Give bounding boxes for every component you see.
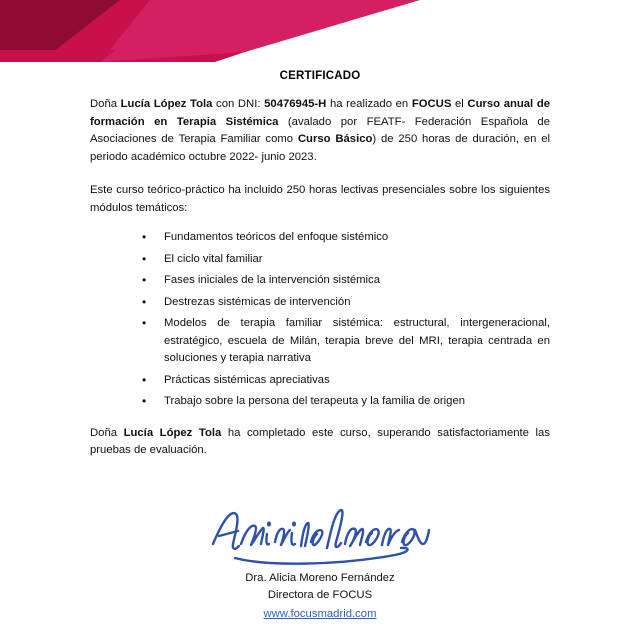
signer-role: Directora de FOCUS xyxy=(267,588,373,601)
signature-block xyxy=(0,498,640,623)
text-run-2: con DNI: xyxy=(212,98,265,110)
paragraph-course-hours: Este curso teórico-práctico ha incluido 250 horas lectivas presenciales sobre los siguientes módulos temáticos: xyxy=(90,184,550,214)
text-run-4: ha realizado en xyxy=(326,98,412,110)
list-item xyxy=(142,294,550,312)
list-item xyxy=(142,229,550,247)
text-run-3: 50476945-H xyxy=(264,98,327,110)
text-run-5: FOCUS xyxy=(411,98,452,110)
paragraph-completion-runs xyxy=(90,427,550,457)
text-run-10: ) de 250 horas de duración, en el periodo académico octubre 2022- junio 2023. xyxy=(90,133,550,163)
bullet-icon: • xyxy=(142,251,147,266)
text-run-0: Doña xyxy=(90,98,121,110)
bullet-icon: • xyxy=(142,294,147,309)
text-run-2: ha completado este curso, superando satisfactoriamente las pruebas de evaluación. xyxy=(90,426,550,456)
list-item xyxy=(142,272,550,290)
ribbon-shape-base xyxy=(0,50,115,62)
bullet-icon: • xyxy=(142,273,147,287)
paragraph-certification xyxy=(90,96,550,166)
list-item-label: Prácticas sistémicas apreciativas xyxy=(164,373,330,386)
bullet-icon: • xyxy=(142,394,147,408)
modules-list xyxy=(90,229,550,411)
header-ribbon-graphic xyxy=(0,0,640,62)
signer-name: Dra. Alicia Moreno Fernández xyxy=(245,572,395,584)
text-run-9: Curso Básico xyxy=(297,133,373,145)
list-item xyxy=(142,393,550,411)
text-run-6: el xyxy=(451,98,468,110)
list-item-label: Fases iniciales de la intervención sistémica xyxy=(164,274,380,286)
list-item-label: Modelos de terapia familiar sistémica: estructural, intergeneracional, estratégico, escuela de Milán, terapia breve del MRI, terapia centrada en soluciones y terapia narrativa xyxy=(164,317,550,364)
bullet-icon: • xyxy=(142,230,147,244)
list-item-label: Trabajo sobre la persona del terapeuta y la familia de origen xyxy=(164,395,466,407)
list-item xyxy=(142,315,550,368)
text-run-7: Curso anual de formación en Terapia Sistémica xyxy=(90,98,551,128)
paragraph-certification-runs xyxy=(90,98,550,163)
website-link[interactable]: www.focusmadrid.com xyxy=(263,607,377,620)
text-run-0: Doña xyxy=(90,426,124,439)
ribbon-shape-accent xyxy=(100,0,420,62)
list-item xyxy=(142,251,550,269)
list-item-label: El ciclo vital familiar xyxy=(164,252,263,265)
list-item-label: Destrezas sistémicas de intervención xyxy=(164,295,351,308)
text-run-8: (avalado por FEATF- Federación Española de Asociaciones de Terapia Familiar como xyxy=(90,115,550,145)
handwritten-signature-icon xyxy=(205,498,435,570)
signature-image xyxy=(0,498,640,570)
list-item xyxy=(142,372,550,390)
list-item-label: Fundamentos teóricos del enfoque sistémico xyxy=(164,231,389,243)
paragraph-completion xyxy=(90,425,550,460)
header-decoration xyxy=(0,0,640,62)
bullet-icon: • xyxy=(142,372,147,387)
text-run-1: Lucía López Tola xyxy=(123,426,222,439)
bullet-icon: • xyxy=(142,316,147,330)
page-title: CERTIFICADO xyxy=(279,70,361,82)
text-run-1: Lucía López Tola xyxy=(120,98,213,110)
certificate-body xyxy=(0,62,640,460)
